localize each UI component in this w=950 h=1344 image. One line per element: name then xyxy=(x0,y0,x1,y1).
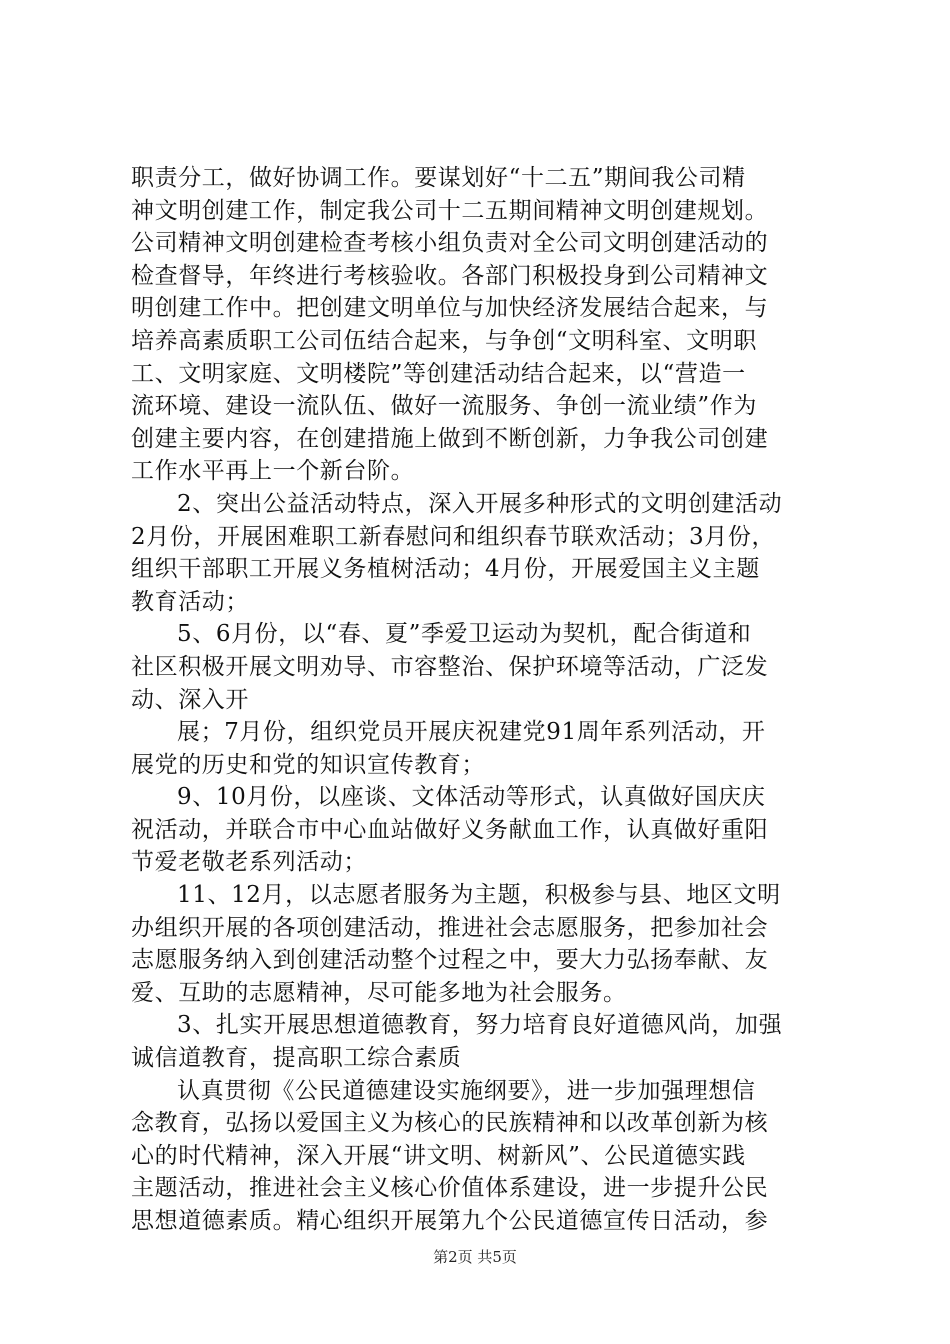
text-line: 主题活动，推进社会主义核心价值体系建设，进一步提升公民 xyxy=(131,1175,769,1202)
text-line: 职责分工，做好协调工作。要谋划好“十二五”期间我公司精 xyxy=(131,165,746,191)
text-line: 诚信道教育，提高职工综合素质 xyxy=(131,1045,462,1072)
text-line: 动、深入开 xyxy=(131,686,249,713)
text-line: 心的时代精神，深入开展“讲文明、树新风”、公民道德实践 xyxy=(131,1142,746,1169)
text-line: 思想道德素质。精心组织开展第九个公民道德宣传日活动，参 xyxy=(131,1208,769,1234)
page-number-footer: 第2页 共5页 xyxy=(433,1248,517,1266)
text-line: 工、文明家庭、文明楼院”等创建活动结合起来，以“营造一 xyxy=(131,360,746,387)
text-line: 办组织开展的各项创建活动，推进社会志愿服务，把参加社会 xyxy=(131,914,769,941)
text-line: 11、12月，以志愿者服务为主题，积极参与县、地区文明 xyxy=(177,882,781,909)
text-line: 9、10月份，以座谈、文体活动等形式，认真做好国庆庆 xyxy=(177,784,766,811)
text-line: 公司精神文明创建检查考核小组负责对全公司文明创建活动的 xyxy=(131,230,769,257)
section-heading-line: 3、扎实开展思想道德教育，努力培育良好道德风尚，加强 xyxy=(177,1012,783,1039)
section-heading-line: 2、突出公益活动特点，深入开展多种形式的文明创建活动 xyxy=(177,490,783,517)
text-line: 流环境、建设一流队伍、做好一流服务、争创一流业绩”作为 xyxy=(131,393,757,420)
text-line: 组织干部职工开展义务植树活动；4月份，开展爱国主义主题 xyxy=(131,556,760,583)
text-line: 明创建工作中。把创建文明单位与加快经济发展结合起来，与 xyxy=(131,295,769,322)
text-line: 创建主要内容，在创建措施上做到不断创新，力争我公司创建 xyxy=(131,425,769,452)
text-line: 5、6月份，以“春、夏”季爱卫运动为契机，配合街道和 xyxy=(177,621,752,648)
text-line: 展党的历史和党的知识宣传教育； xyxy=(131,751,485,778)
text-line: 念教育，弘扬以爱国主义为核心的民族精神和以改革创新为核 xyxy=(131,1110,769,1137)
text-line: 认真贯彻《公民道德建设实施纲要》，进一步加强理想信 xyxy=(177,1077,756,1104)
text-line: 教育活动； xyxy=(131,588,249,615)
text-line: 志愿服务纳入到创建活动整个过程之中，要大力弘扬奉献、友 xyxy=(131,947,769,974)
text-line: 培养高素质职工公司伍结合起来，与争创“文明科室、文明职 xyxy=(131,327,757,354)
text-line: 展；7月份，组织党员开展庆祝建党91周年系列活动，开 xyxy=(177,719,766,746)
text-line: 社区积极开展文明劝导、市容整治、保护环境等活动，广泛发 xyxy=(131,653,769,680)
text-line: 祝活动，并联合市中心血站做好义务献血工作，认真做好重阳 xyxy=(131,816,769,843)
text-line: 爱、互助的志愿精神，尽可能多地为社会服务。 xyxy=(131,979,627,1006)
text-line: 2月份，开展困难职工新春慰问和组织春节联欢活动；3月份， xyxy=(131,523,776,550)
text-line: 神文明创建工作，制定我公司十二五期间精神文明创建规划。 xyxy=(131,197,769,224)
text-line: 工作水平再上一个新台阶。 xyxy=(131,458,415,485)
document-body xyxy=(131,162,831,1238)
text-line: 检查督导，年终进行考核验收。各部门积极投身到公司精神文 xyxy=(131,262,769,289)
text-line: 节爱老敬老系列活动； xyxy=(131,849,367,876)
